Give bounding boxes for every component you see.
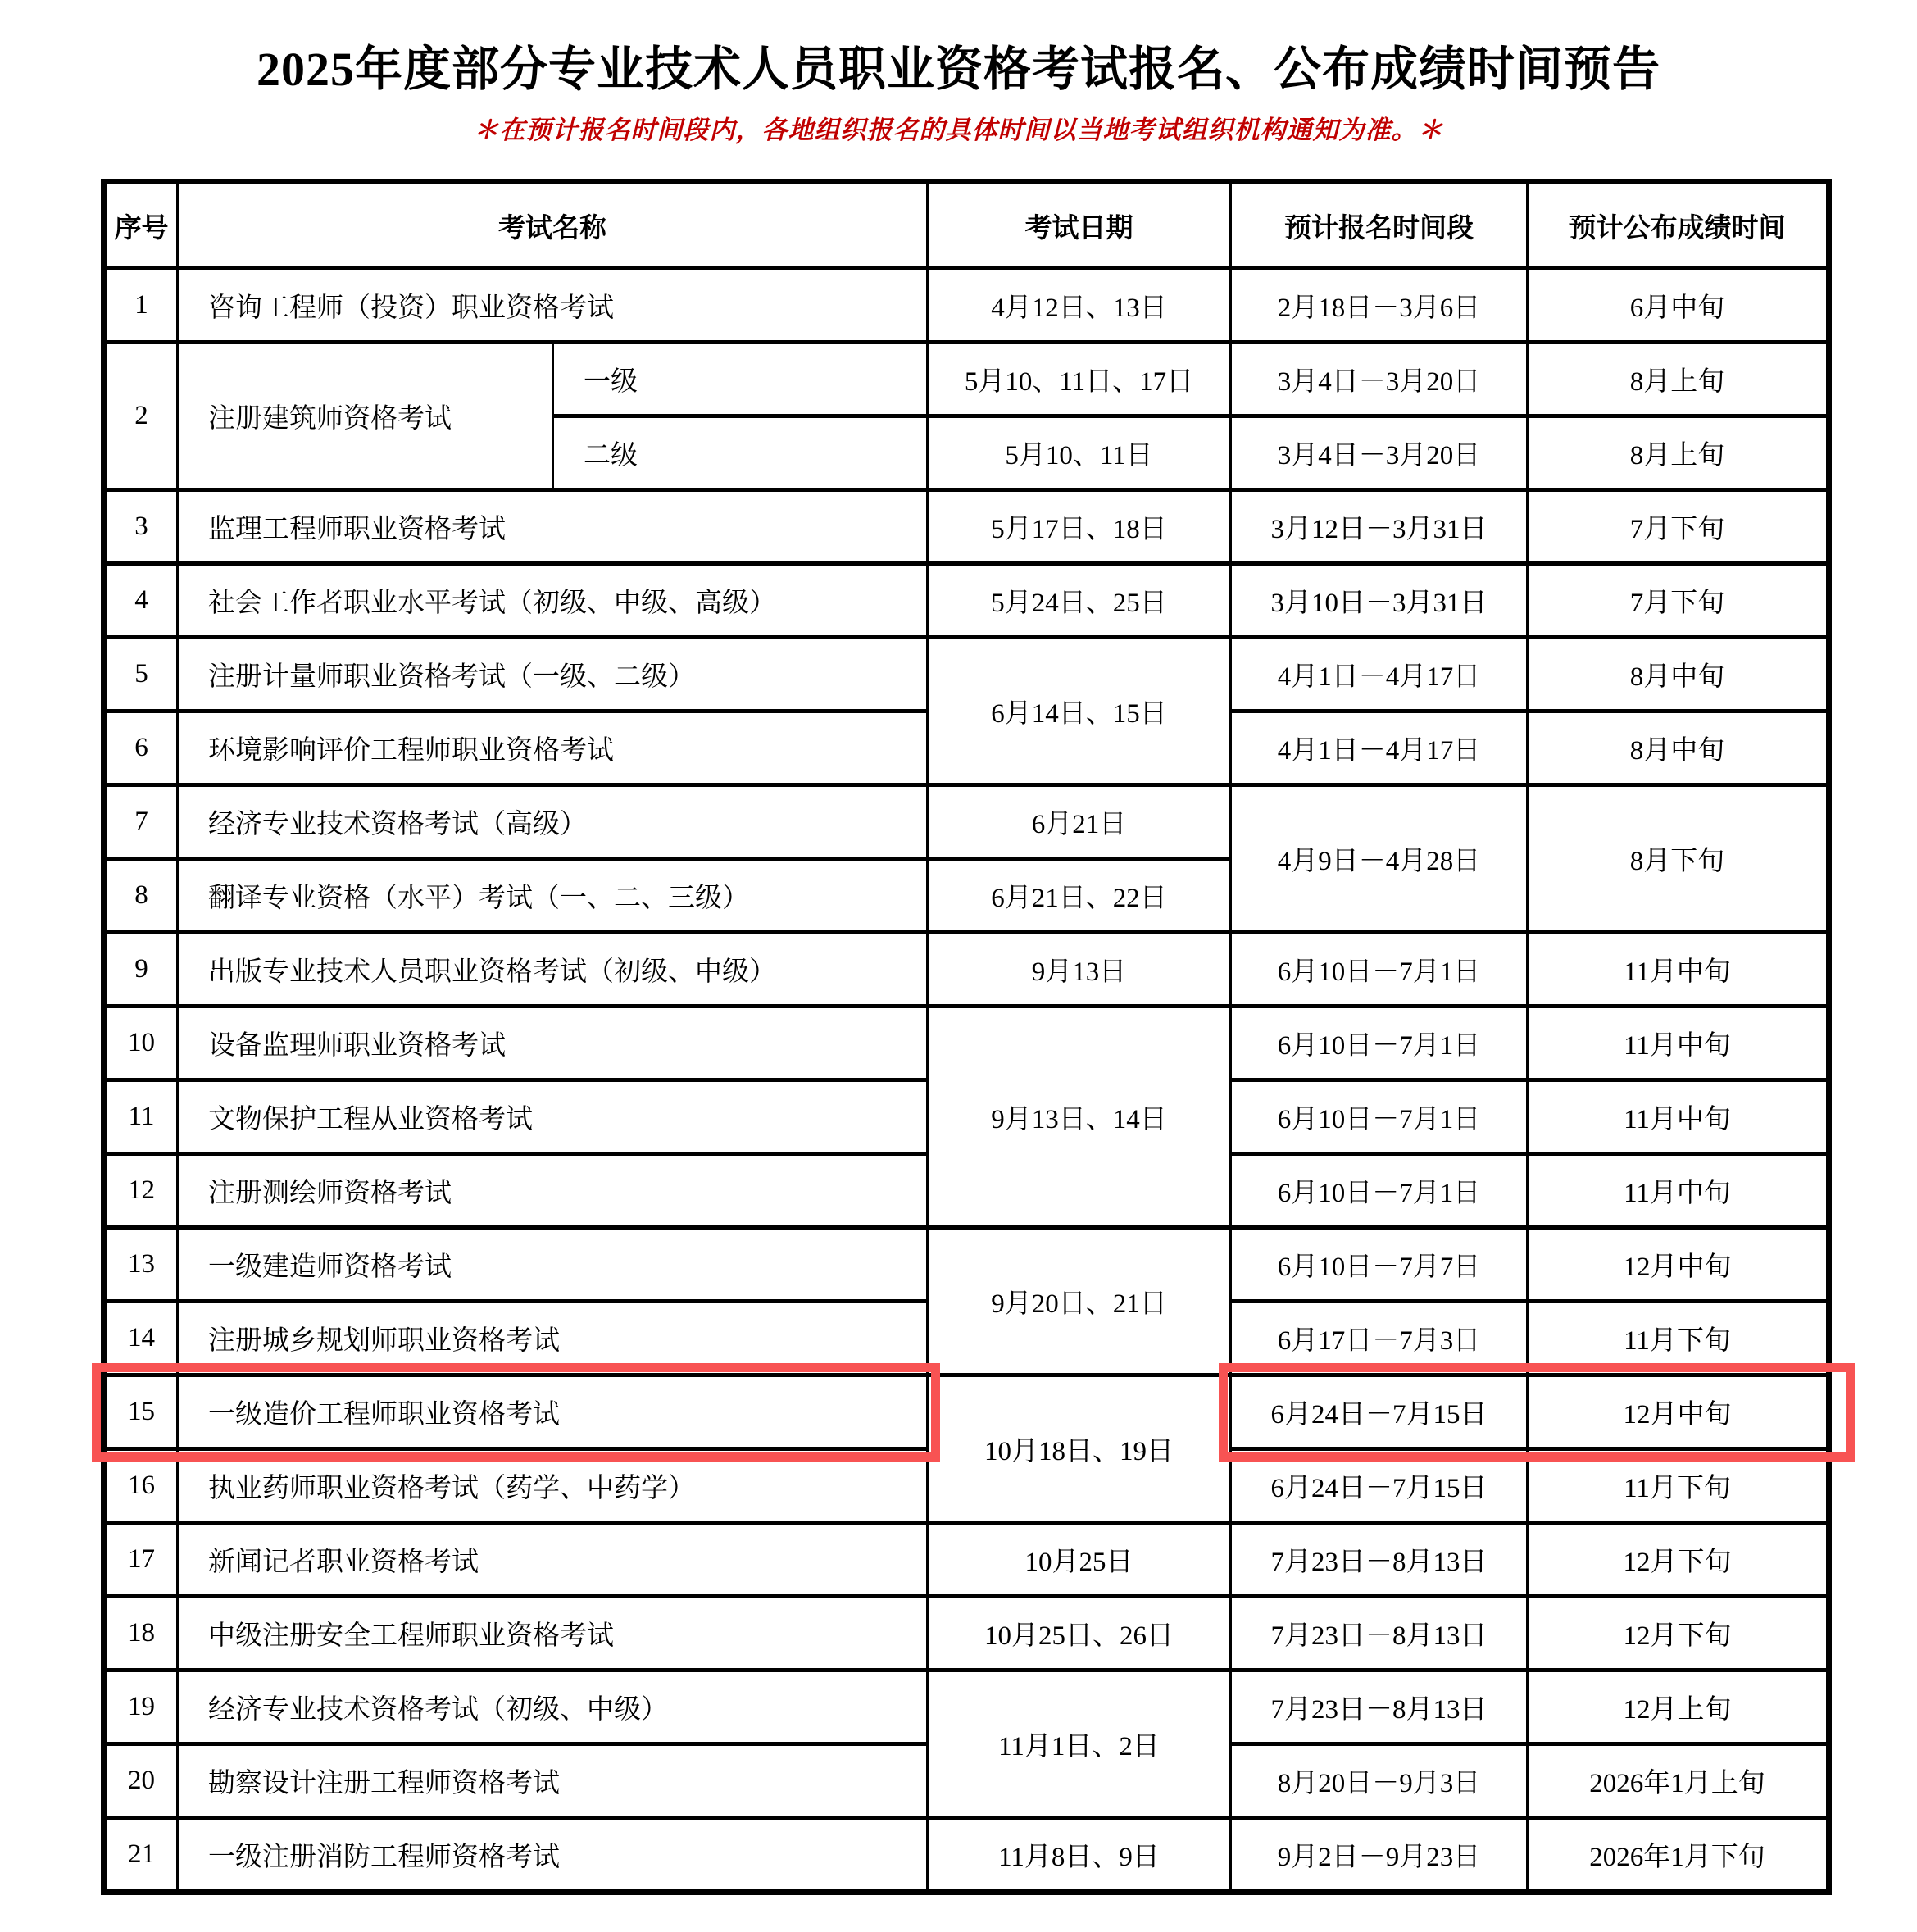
row-no: 14 (104, 1302, 178, 1375)
row-no: 4 (104, 564, 178, 638)
result-date: 11月中旬 (1528, 1080, 1829, 1154)
exam-date: 9月13日、14日 (928, 1007, 1231, 1228)
row-no: 5 (104, 638, 178, 711)
exam-date: 5月17日、18日 (928, 490, 1231, 564)
result-date: 8月下旬 (1528, 785, 1829, 933)
exam-date: 6月21日 (928, 785, 1231, 859)
registration-period: 4月9日－4月28日 (1231, 785, 1528, 933)
table-row (104, 1671, 1829, 1744)
result-date: 12月中旬 (1528, 1228, 1829, 1302)
row-no: 8 (104, 859, 178, 933)
table-row (104, 1007, 1829, 1080)
header-cell-result-date: 预计公布成绩时间 (1528, 182, 1829, 269)
table-row (104, 1597, 1829, 1671)
exam-name: 新闻记者职业资格考试 (178, 1523, 928, 1597)
result-date: 11月中旬 (1528, 1007, 1829, 1080)
exam-name: 咨询工程师（投资）职业资格考试 (178, 269, 928, 343)
exam-name: 文物保护工程从业资格考试 (178, 1080, 928, 1154)
exam-name: 环境影响评价工程师职业资格考试 (178, 711, 928, 785)
registration-period: 7月23日－8月13日 (1231, 1671, 1528, 1744)
row-no: 7 (104, 785, 178, 859)
registration-period: 6月17日－7月3日 (1231, 1302, 1528, 1375)
exam-name: 经济专业技术资格考试（初级、中级） (178, 1671, 928, 1744)
page-subtitle: ＊在预计报名时间段内，各地组织报名的具体时间以当地考试组织机构通知为准。＊ (473, 115, 1444, 144)
registration-period: 7月23日－8月13日 (1231, 1523, 1528, 1597)
row-no: 20 (104, 1744, 178, 1818)
result-date: 6月中旬 (1528, 269, 1829, 343)
table-header-row (104, 182, 1829, 269)
registration-period: 3月4日－3月20日 (1231, 416, 1528, 490)
row-no: 9 (104, 933, 178, 1007)
row-no: 1 (104, 269, 178, 343)
registration-period: 6月10日－7月7日 (1231, 1228, 1528, 1302)
exam-sublevel: 一级 (553, 343, 928, 416)
row-no: 12 (104, 1154, 178, 1228)
registration-period: 9月2日－9月23日 (1231, 1818, 1528, 1893)
result-date: 11月中旬 (1528, 933, 1829, 1007)
row-no: 2 (104, 343, 178, 490)
exam-schedule-table (101, 179, 1832, 1895)
exam-date: 5月10、11日、17日 (928, 343, 1231, 416)
exam-name: 一级注册消防工程师资格考试 (178, 1818, 928, 1893)
exam-name: 执业药师职业资格考试（药学、中药学） (178, 1449, 928, 1523)
table-row (104, 343, 1829, 416)
result-date: 2026年1月下旬 (1528, 1818, 1829, 1893)
exam-name: 中级注册安全工程师职业资格考试 (178, 1597, 928, 1671)
registration-period: 8月20日－9月3日 (1231, 1744, 1528, 1818)
table-row-highlighted (104, 1375, 1829, 1449)
registration-period: 4月1日－4月17日 (1231, 711, 1528, 785)
table-row (104, 1523, 1829, 1597)
exam-name: 翻译专业资格（水平）考试（一、二、三级） (178, 859, 928, 933)
row-no: 10 (104, 1007, 178, 1080)
exam-date: 6月14日、15日 (928, 638, 1231, 785)
result-date: 12月下旬 (1528, 1597, 1829, 1671)
exam-date: 9月20日、21日 (928, 1228, 1231, 1375)
exam-name: 一级建造师资格考试 (178, 1228, 928, 1302)
result-date: 7月下旬 (1528, 490, 1829, 564)
row-no: 15 (104, 1375, 178, 1449)
registration-period: 6月10日－7月1日 (1231, 1154, 1528, 1228)
exam-date: 5月10、11日 (928, 416, 1231, 490)
exam-date: 10月18日、19日 (928, 1375, 1231, 1523)
table-row (104, 269, 1829, 343)
registration-period: 3月10日－3月31日 (1231, 564, 1528, 638)
page-title: 2025年度部分专业技术人员职业资格考试报名、公布成绩时间预告 (256, 43, 1660, 96)
row-no: 16 (104, 1449, 178, 1523)
table-row (104, 638, 1829, 711)
row-no: 13 (104, 1228, 178, 1302)
exam-name: 注册测绘师资格考试 (178, 1154, 928, 1228)
table-row (104, 490, 1829, 564)
exam-name: 注册城乡规划师职业资格考试 (178, 1302, 928, 1375)
exam-date: 10月25日、26日 (928, 1597, 1231, 1671)
registration-period: 3月12日－3月31日 (1231, 490, 1528, 564)
exam-date: 9月13日 (928, 933, 1231, 1007)
result-date: 11月中旬 (1528, 1154, 1829, 1228)
header-cell-registration-period: 预计报名时间段 (1231, 182, 1528, 269)
row-no: 18 (104, 1597, 178, 1671)
result-date: 8月上旬 (1528, 416, 1829, 490)
table-row (104, 933, 1829, 1007)
exam-name: 勘察设计注册工程师资格考试 (178, 1744, 928, 1818)
row-no: 19 (104, 1671, 178, 1744)
result-date: 11月下旬 (1528, 1449, 1829, 1523)
result-date: 12月下旬 (1528, 1523, 1829, 1597)
registration-period: 6月24日－7月15日 (1231, 1375, 1528, 1449)
table-row (104, 1228, 1829, 1302)
result-date: 8月中旬 (1528, 638, 1829, 711)
registration-period: 3月4日－3月20日 (1231, 343, 1528, 416)
row-no: 21 (104, 1818, 178, 1893)
exam-name: 社会工作者职业水平考试（初级、中级、高级） (178, 564, 928, 638)
registration-period: 7月23日－8月13日 (1231, 1597, 1528, 1671)
registration-period: 2月18日－3月6日 (1231, 269, 1528, 343)
row-no: 6 (104, 711, 178, 785)
exam-name: 一级造价工程师职业资格考试 (178, 1375, 928, 1449)
exam-date: 6月21日、22日 (928, 859, 1231, 933)
result-date: 7月下旬 (1528, 564, 1829, 638)
registration-period: 6月10日－7月1日 (1231, 933, 1528, 1007)
row-no: 3 (104, 490, 178, 564)
header-cell-exam-date: 考试日期 (928, 182, 1231, 269)
exam-date: 11月8日、9日 (928, 1818, 1231, 1893)
exam-date: 11月1日、2日 (928, 1671, 1231, 1818)
registration-period: 6月10日－7月1日 (1231, 1080, 1528, 1154)
result-date: 12月上旬 (1528, 1671, 1829, 1744)
registration-period: 4月1日－4月17日 (1231, 638, 1528, 711)
registration-period: 6月24日－7月15日 (1231, 1449, 1528, 1523)
exam-date: 4月12日、13日 (928, 269, 1231, 343)
table-row (104, 1818, 1829, 1893)
exam-date: 10月25日 (928, 1523, 1231, 1597)
exam-name: 监理工程师职业资格考试 (178, 490, 928, 564)
exam-name: 出版专业技术人员职业资格考试（初级、中级） (178, 933, 928, 1007)
result-date: 12月中旬 (1528, 1375, 1829, 1449)
table-row (104, 564, 1829, 638)
exam-sublevel: 二级 (553, 416, 928, 490)
exam-name: 经济专业技术资格考试（高级） (178, 785, 928, 859)
exam-date: 5月24日、25日 (928, 564, 1231, 638)
header-cell-no: 序号 (104, 182, 178, 269)
exam-name: 设备监理师职业资格考试 (178, 1007, 928, 1080)
registration-period: 6月10日－7月1日 (1231, 1007, 1528, 1080)
result-date: 8月中旬 (1528, 711, 1829, 785)
result-date: 8月上旬 (1528, 343, 1829, 416)
result-date: 2026年1月上旬 (1528, 1744, 1829, 1818)
table-row (104, 785, 1829, 859)
row-no: 17 (104, 1523, 178, 1597)
exam-name: 注册计量师职业资格考试（一级、二级） (178, 638, 928, 711)
row-no: 11 (104, 1080, 178, 1154)
exam-name: 注册建筑师资格考试 (178, 343, 553, 490)
header-cell-exam-name: 考试名称 (178, 182, 928, 269)
result-date: 11月下旬 (1528, 1302, 1829, 1375)
